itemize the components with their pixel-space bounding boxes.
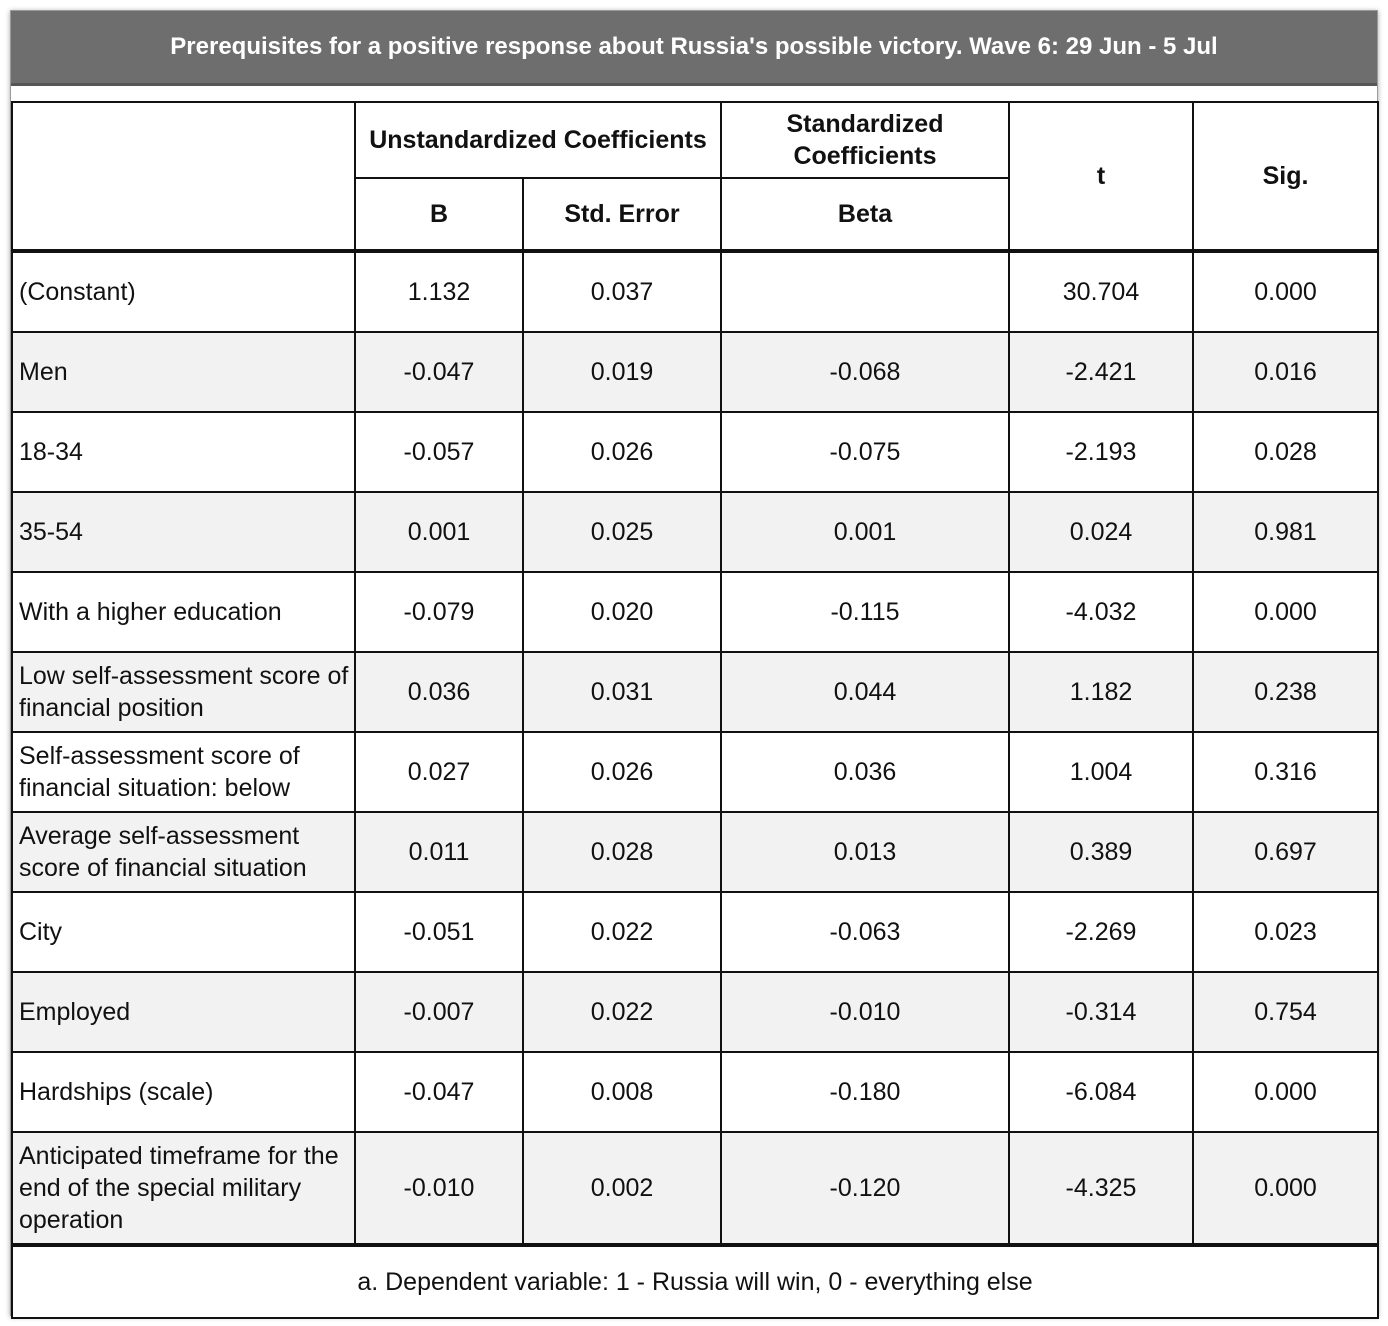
row-label: Average self-assessment score of financial situation (12, 812, 355, 892)
cell-t: -2.421 (1009, 332, 1193, 412)
cell-beta: 0.001 (721, 492, 1009, 572)
header-t: t (1009, 102, 1193, 251)
header-unstandardized: Unstandardized Coefficients (355, 102, 721, 178)
row-label: Anticipated timeframe for the end of the special military operation (12, 1132, 355, 1245)
cell-beta: -0.075 (721, 412, 1009, 492)
cell-sig: 0.000 (1193, 1132, 1378, 1245)
cell-sig: 0.023 (1193, 892, 1378, 972)
row-label: With a higher education (12, 572, 355, 652)
cell-beta (721, 251, 1009, 332)
table-row (12, 332, 1378, 412)
cell-t: 1.004 (1009, 732, 1193, 812)
cell-sig: 0.754 (1193, 972, 1378, 1052)
table-title: Prerequisites for a positive response about Russia's possible victory. Wave 6: 29 Jun - 5 Jul (11, 11, 1377, 86)
table-row (12, 812, 1378, 892)
cell-b: -0.051 (355, 892, 523, 972)
cell-beta: -0.063 (721, 892, 1009, 972)
cell-beta: -0.115 (721, 572, 1009, 652)
cell-b: -0.007 (355, 972, 523, 1052)
table-row (12, 1052, 1378, 1132)
cell-b: 0.036 (355, 652, 523, 732)
cell-std-error: 0.026 (523, 412, 721, 492)
cell-t: -0.314 (1009, 972, 1193, 1052)
cell-t: 0.024 (1009, 492, 1193, 572)
row-label: City (12, 892, 355, 972)
header-std-error: Std. Error (523, 178, 721, 251)
cell-std-error: 0.002 (523, 1132, 721, 1245)
table-frame (10, 10, 1378, 1316)
cell-b: -0.079 (355, 572, 523, 652)
cell-t: -4.032 (1009, 572, 1193, 652)
table-row (12, 892, 1378, 972)
cell-sig: 0.028 (1193, 412, 1378, 492)
header-standardized: Standardized Coefficients (721, 102, 1009, 178)
cell-sig: 0.000 (1193, 1052, 1378, 1132)
row-label: 18-34 (12, 412, 355, 492)
cell-beta: -0.180 (721, 1052, 1009, 1132)
cell-b: 0.027 (355, 732, 523, 812)
cell-t: 30.704 (1009, 251, 1193, 332)
row-label: Men (12, 332, 355, 412)
table-row (12, 251, 1378, 332)
cell-sig: 0.000 (1193, 251, 1378, 332)
cell-std-error: 0.031 (523, 652, 721, 732)
header-sig: Sig. (1193, 102, 1378, 251)
cell-b: -0.010 (355, 1132, 523, 1245)
table-row (12, 972, 1378, 1052)
cell-sig: 0.697 (1193, 812, 1378, 892)
table-row (12, 412, 1378, 492)
header-b: B (355, 178, 523, 251)
cell-t: -2.193 (1009, 412, 1193, 492)
cell-beta: 0.036 (721, 732, 1009, 812)
table-body (12, 251, 1378, 1245)
cell-sig: 0.000 (1193, 572, 1378, 652)
regression-table (11, 101, 1379, 1319)
cell-beta: -0.068 (721, 332, 1009, 412)
cell-t: -4.325 (1009, 1132, 1193, 1245)
table-row (12, 1132, 1378, 1245)
cell-b: 1.132 (355, 251, 523, 332)
row-label: (Constant) (12, 251, 355, 332)
table-row (12, 652, 1378, 732)
cell-std-error: 0.022 (523, 972, 721, 1052)
row-label: Hardships (scale) (12, 1052, 355, 1132)
cell-std-error: 0.008 (523, 1052, 721, 1132)
cell-std-error: 0.022 (523, 892, 721, 972)
cell-sig: 0.016 (1193, 332, 1378, 412)
table-row (12, 732, 1378, 812)
cell-b: 0.011 (355, 812, 523, 892)
cell-beta: 0.013 (721, 812, 1009, 892)
row-label: Employed (12, 972, 355, 1052)
cell-t: 1.182 (1009, 652, 1193, 732)
footnote: a. Dependent variable: 1 - Russia will win, 0 - everything else (12, 1245, 1378, 1318)
row-label: Self-assessment score of financial situation: below (12, 732, 355, 812)
cell-std-error: 0.020 (523, 572, 721, 652)
cell-b: -0.057 (355, 412, 523, 492)
table-row (12, 572, 1378, 652)
table-header (12, 102, 1378, 251)
cell-std-error: 0.037 (523, 251, 721, 332)
table-row (12, 492, 1378, 572)
cell-t: 0.389 (1009, 812, 1193, 892)
cell-b: -0.047 (355, 1052, 523, 1132)
cell-sig: 0.981 (1193, 492, 1378, 572)
cell-std-error: 0.026 (523, 732, 721, 812)
cell-std-error: 0.028 (523, 812, 721, 892)
header-beta: Beta (721, 178, 1009, 251)
cell-beta: -0.120 (721, 1132, 1009, 1245)
cell-std-error: 0.019 (523, 332, 721, 412)
cell-sig: 0.316 (1193, 732, 1378, 812)
cell-t: -6.084 (1009, 1052, 1193, 1132)
cell-sig: 0.238 (1193, 652, 1378, 732)
row-label: 35-54 (12, 492, 355, 572)
cell-b: -0.047 (355, 332, 523, 412)
cell-std-error: 0.025 (523, 492, 721, 572)
cell-beta: 0.044 (721, 652, 1009, 732)
cell-b: 0.001 (355, 492, 523, 572)
header-empty-cell (12, 102, 355, 251)
cell-t: -2.269 (1009, 892, 1193, 972)
cell-beta: -0.010 (721, 972, 1009, 1052)
row-label: Low self-assessment score of financial position (12, 652, 355, 732)
